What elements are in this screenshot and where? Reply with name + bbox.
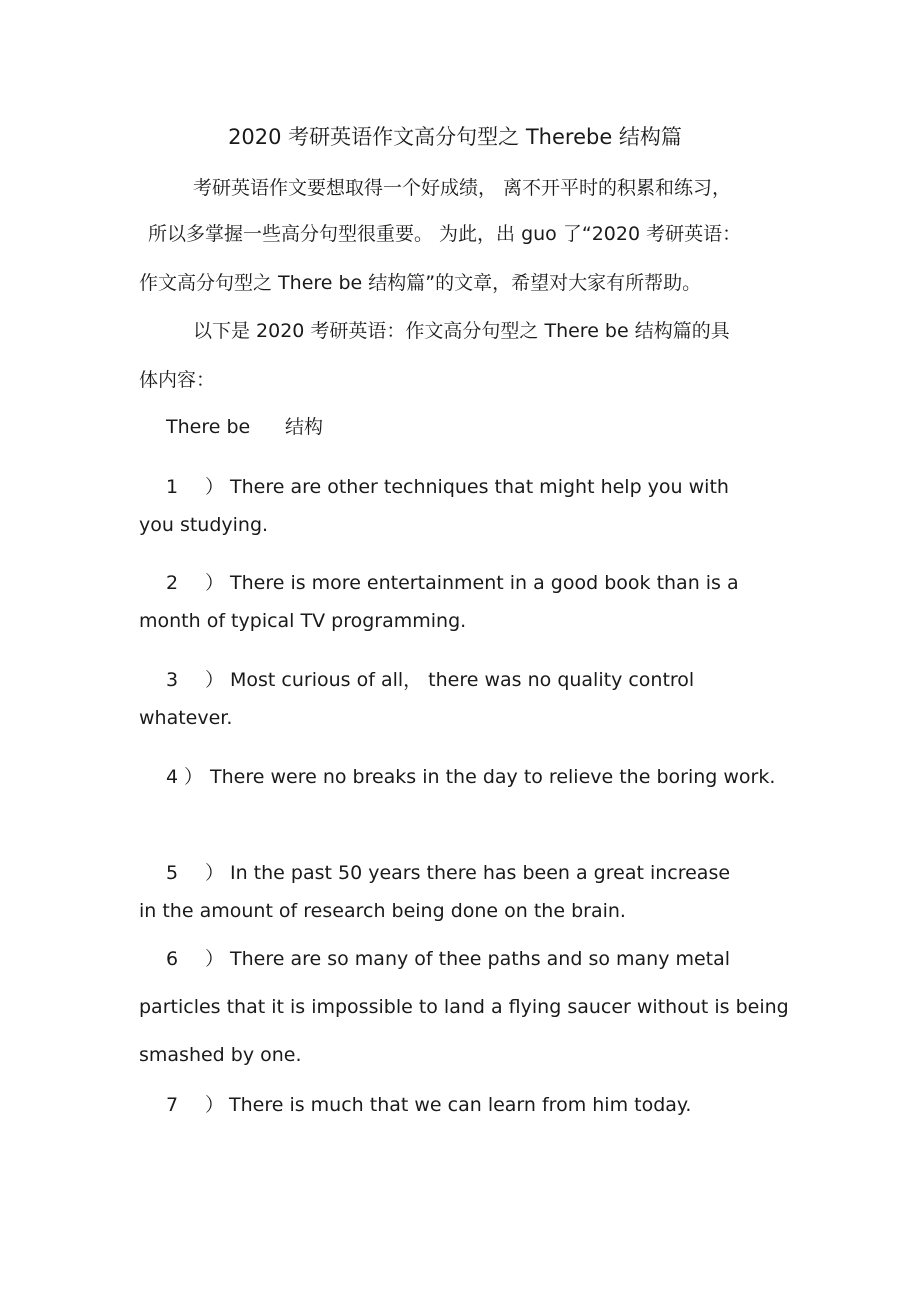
section-heading-term: There be (166, 416, 251, 438)
sentence-paren: ） (205, 948, 225, 970)
sentence-paren: ） (205, 476, 225, 498)
intro-paragraph-1-line-2: 所以多掌握一些高分句型很重要。 为此，出 guo 了“2020 考研英语： (148, 223, 742, 245)
sentence-2-line-2: month of typical TV programming. (139, 610, 467, 632)
sentence-paren: ） (184, 766, 204, 788)
sentence-5-line-1: In the past 50 years there has been a great increase (230, 862, 731, 884)
sentence-7-line-1: There is much that we can learn from him today. (229, 1094, 692, 1116)
sentence-1-line-1: There are other techniques that might help you with (230, 476, 729, 498)
sentence-5-line-2: in the amount of research being done on the brain. (139, 900, 626, 922)
intro-paragraph-2-line-1: 以下是 2020 考研英语：作文高分句型之 There be 结构篇的具 (193, 320, 730, 342)
sentence-3-line-2: whatever. (139, 707, 233, 729)
sentence-paren: ） (205, 572, 225, 594)
sentence-number: 3 (166, 669, 179, 691)
sentence-3-line-1: Most curious of all， there was no quality control (230, 669, 695, 691)
sentence-4-line-1: There were no breaks in the day to relieve the boring work. (210, 766, 776, 788)
sentence-number: 2 (166, 572, 179, 594)
sentence-6-line-1: There are so many of thee paths and so many metal (230, 948, 731, 970)
sentence-2-line-1: There is more entertainment in a good book than is a (230, 572, 739, 594)
sentence-paren: ） (205, 862, 225, 884)
sentence-number: 7 (166, 1094, 179, 1116)
sentence-6-line-2: particles that it is impossible to land a flying saucer without is being (139, 996, 789, 1018)
intro-paragraph-1-line-3: 作文高分句型之 There be 结构篇”的文章，希望对大家有所帮助。 (139, 272, 702, 294)
sentence-number: 5 (166, 862, 179, 884)
sentence-number: 6 (166, 948, 179, 970)
section-heading-label: 结构 (285, 416, 324, 438)
sentence-number: 4 (166, 766, 179, 788)
sentence-paren: ） (205, 1094, 225, 1116)
intro-paragraph-2-line-2: 体内容： (139, 369, 216, 391)
intro-paragraph-1-line-1: 考研英语作文要想取得一个好成绩， 离不开平时的积累和练习， (193, 177, 732, 199)
sentence-1-line-2: you studying. (139, 514, 269, 536)
sentence-6-line-3: smashed by one. (139, 1044, 302, 1066)
document-title: 2020 考研英语作文高分句型之 Therebe 结构篇 (228, 125, 682, 149)
sentence-number: 1 (166, 476, 179, 498)
sentence-paren: ） (205, 669, 225, 691)
